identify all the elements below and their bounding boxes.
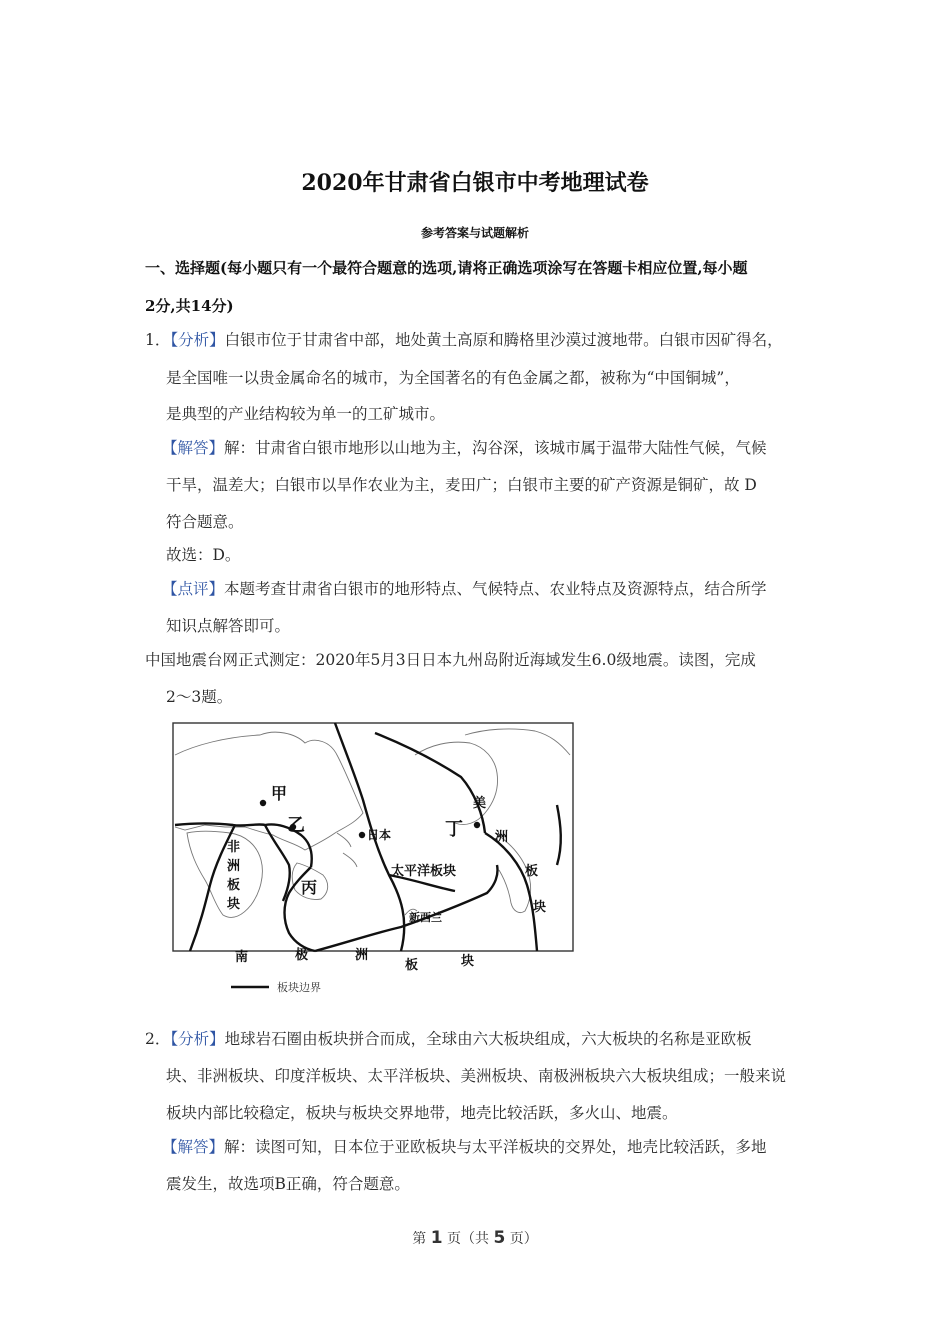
q2-analysis-line-1 <box>145 1027 752 1049</box>
page-subtitle: 参考答案与试题解析 <box>420 226 529 240</box>
legend-label: 板块边界 <box>277 981 321 994</box>
marker-japan <box>359 832 365 838</box>
q1-comment-line-2: 知识点解答即可。 <box>166 617 291 635</box>
page-footer <box>0 1228 950 1248</box>
marker-ding <box>474 822 480 828</box>
footer-mid: 页（共 <box>447 1231 489 1247</box>
label-ding: 丁 <box>445 819 463 840</box>
q1-analysis-line-1 <box>145 328 783 350</box>
footer-post: 页） <box>509 1231 538 1247</box>
q1-number: 1． <box>145 331 171 349</box>
marker-jia <box>260 800 266 806</box>
q1-analysis-tag: 【分析】 <box>170 331 225 349</box>
q2-analysis-text: 地球岩石圈由板块拼合而成，全球由六大板块组成，六大板块的名称是亚欧板 <box>224 1030 752 1048</box>
q1-analysis-line-3: 是典型的产业结构较为单一的工矿城市。 <box>166 405 446 423</box>
label-america-4: 块 <box>533 900 547 915</box>
label-america-2: 洲 <box>495 830 509 845</box>
q2-analysis-tag: 【分析】 <box>170 1030 225 1048</box>
label-africa-1: 非 <box>227 840 241 855</box>
q1-comment-line-1 <box>162 577 767 599</box>
q1-analysis-text: 白银市位于甘肃省中部，地处黄土高原和腾格里沙漠过渡地带。白银市因矿得名， <box>224 331 783 349</box>
label-antarctic-1: 南 <box>235 950 249 965</box>
q2-answer-text: 解：读图可知，日本位于亚欧板块与太平洋板块的交界处，地壳比较活跃，多地 <box>224 1138 767 1156</box>
q1-answer-line-3: 符合题意。 <box>166 513 244 531</box>
label-antarctic-4: 板 <box>405 958 419 973</box>
label-japan: 日本 <box>367 828 392 842</box>
q2-number: 2． <box>145 1030 171 1048</box>
q1-analysis-line-2: 是全国唯一以贵金属命名的城市，为全国著名的有色金属之都，被称为“中国铜城”， <box>166 369 740 387</box>
label-bing: 丙 <box>301 878 318 897</box>
label-africa-2: 洲 <box>227 859 241 874</box>
label-antarctic-2: 极 <box>295 948 309 963</box>
label-yi: 乙 <box>287 815 305 836</box>
label-pacific-plate: 太平洋板块 <box>391 864 457 879</box>
label-america-3: 板 <box>525 864 539 879</box>
label-antarctic-5: 块 <box>461 954 475 969</box>
page-title: 2020年甘肃省白银市中考地理试卷 <box>301 170 649 196</box>
section-heading-cont: 2分,共14分) <box>145 297 234 315</box>
q2-analysis-line-2: 块、非洲板块、印度洋板块、太平洋板块、美洲板块、南极洲板块六大板块组成；一般来说 <box>166 1067 787 1085</box>
q1-answer-line-2: 干旱，温差大；白银市以旱作农业为主，麦田广；白银市主要的矿产资源是铜矿，故 D <box>166 476 757 494</box>
q1-answer-line-1 <box>162 436 767 458</box>
q1-comment-text: 本题考查甘肃省白银市的地形特点、气候特点、农业特点及资源特点，结合所学 <box>224 580 767 598</box>
label-new-zealand: 新西兰 <box>409 911 442 924</box>
q1-answer-text: 解：甘肃省白银市地形以山地为主，沟谷深，该城市属于温带大陆性气候，气候 <box>224 439 767 457</box>
label-africa-3: 板 <box>227 878 241 893</box>
label-jia: 甲 <box>271 784 288 803</box>
footer-total-pages: 5 <box>493 1228 506 1248</box>
q2-answer-tag: 【解答】 <box>162 1138 225 1156</box>
q1-comment-tag: 【点评】 <box>162 580 225 598</box>
q2-answer-line-1 <box>162 1135 767 1157</box>
footer-pre: 第 <box>412 1231 427 1247</box>
label-antarctic-3: 洲 <box>355 948 369 963</box>
footer-page-number: 1 <box>430 1228 443 1248</box>
q1-choice: 故选：D。 <box>166 546 241 564</box>
q2-answer-line-2: 震发生，故选项B正确，符合题意。 <box>166 1175 410 1193</box>
label-africa-4: 块 <box>227 897 241 912</box>
intro-line-2: 2～3题。 <box>166 688 233 706</box>
intro-line-1: 中国地震台网正式测定：2020年5月3日日本九州岛附近海域发生6.0级地震。读图，完成 <box>145 651 756 669</box>
plate-map-figure <box>165 715 579 997</box>
label-america-1: 美 <box>473 796 487 811</box>
q2-analysis-line-3: 板块内部比较稳定，板块与板块交界地带，地壳比较活跃，多火山、地震。 <box>166 1104 678 1122</box>
section-heading: 一、选择题(每小题只有一个最符合题意的选项,请将正确选项涂写在答题卡相应位置,每小题 <box>145 259 748 277</box>
q1-answer-tag: 【解答】 <box>162 439 225 457</box>
